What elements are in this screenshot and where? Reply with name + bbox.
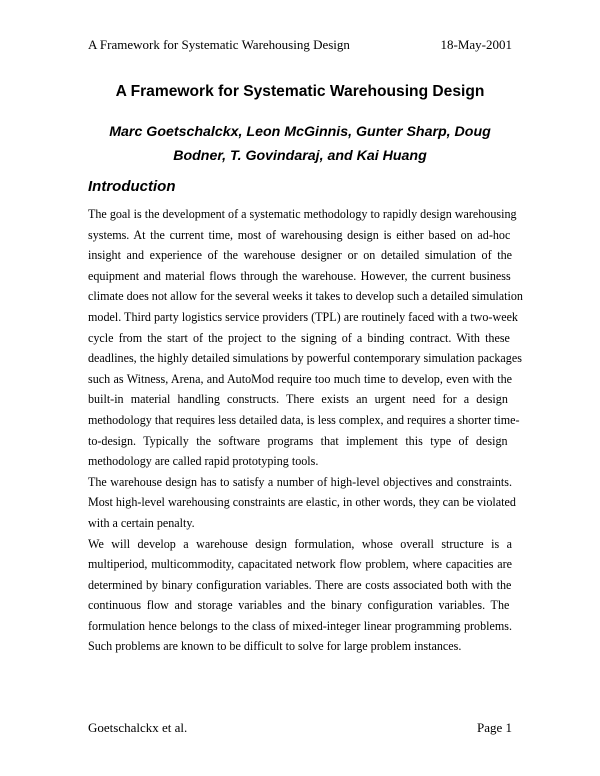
text-line: built-in material handling constructs. There exists an urgent need for a design <box>88 392 508 407</box>
text-line: deadlines, the highly detailed simulations by powerful contemporary simulation packages <box>88 351 522 366</box>
header-title: A Framework for Systematic Warehousing Design <box>88 37 350 52</box>
text-line: The warehouse design has to satisfy a number of high-level objectives and constraints. <box>88 474 512 489</box>
author-line-1: Marc Goetschalckx, Leon McGinnis, Gunter Sharp, Doug <box>109 124 491 140</box>
text-line: We will develop a warehouse design formulation, whose overall structure is a <box>88 536 512 551</box>
running-header <box>88 37 512 53</box>
text-line: model. Third party logistics service providers (TPL) are routinely faced with a two-week <box>88 309 518 324</box>
author-line-2: Bodner, T. Govindaraj, and Kai Huang <box>173 148 427 164</box>
text-line: determined by binary configuration variables. There are costs associated both with the <box>88 577 512 592</box>
text-line: such as Witness, Arena, and AutoMod require too much time to develop, even with the <box>88 371 512 386</box>
text-line: continuous flow and storage variables and the binary configuration variables. The <box>88 598 510 613</box>
text-line: The goal is the development of a systematic methodology to rapidly design warehousing <box>88 207 517 221</box>
text-line: multiperiod, multicommodity, capacitated network flow problem, where capacities are <box>88 557 512 572</box>
text-line: Most high-level warehousing constraints are elastic, in other words, they can be violated <box>88 495 516 510</box>
footer-authors: Goetschalckx et al. <box>88 720 188 735</box>
text-line: with a certain penalty. <box>88 515 195 530</box>
paragraph <box>88 534 512 658</box>
text-line: cycle from the start of the project to the signing of a binding contract. With these <box>88 330 510 345</box>
text-line: climate does not allow for the several weeks it takes to develop such a detailed simulation <box>88 289 523 304</box>
text-line: methodology are called rapid prototyping tools. <box>88 454 319 469</box>
paper-title: A Framework for Systematic Warehousing Design <box>115 83 485 100</box>
footer-page-number: Page 1 <box>476 720 512 735</box>
paragraph <box>88 204 523 472</box>
text-line: insight and experience of the warehouse designer or on detailed simulation of the <box>88 248 512 263</box>
author-list <box>100 120 500 168</box>
text-line: formulation hence belongs to the class of mixed-integer linear programming problems. <box>88 618 512 633</box>
text-line: systems. At the current time, most of warehousing design is either based on ad-hoc <box>88 227 511 242</box>
body-text <box>88 204 523 657</box>
text-line: methodology that requires less detailed data, is less complex, and requires a shorter time- <box>88 412 520 427</box>
paragraph <box>88 472 516 534</box>
section-heading-introduction: Introduction <box>88 178 176 195</box>
running-footer <box>88 720 512 736</box>
text-line: Such problems are known to be difficult to solve for large problem instances. <box>88 639 462 654</box>
text-line: to-design. Typically the software programs that implement this type of design <box>88 433 508 448</box>
header-date: 18-May-2001 <box>440 37 512 52</box>
text-line: equipment and material flows through the warehouse. However, the current business <box>88 268 511 283</box>
